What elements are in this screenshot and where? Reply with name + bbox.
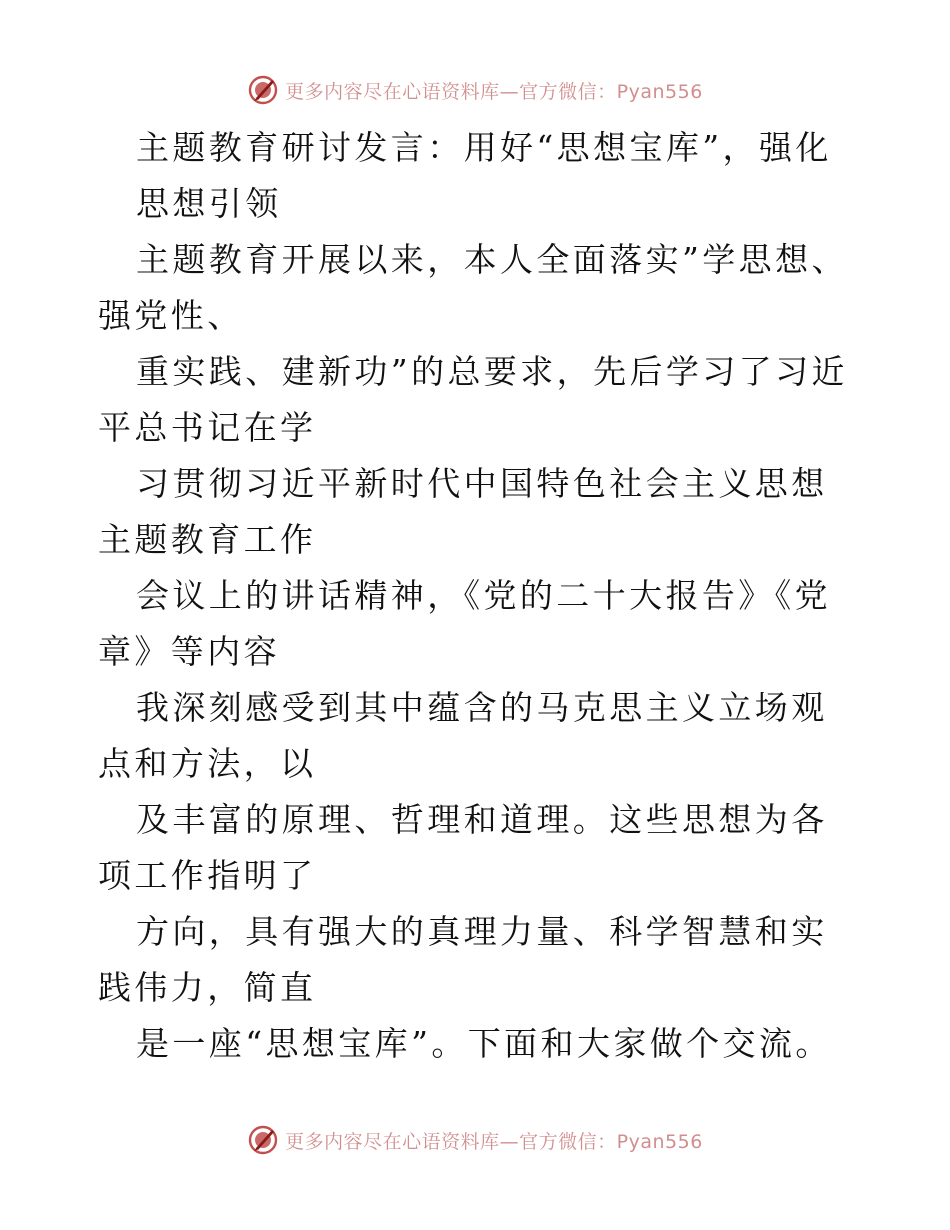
paragraph: 方向，具有强大的真理力量、科学智慧和实践伟力，简直: [98, 912, 828, 1007]
footer-watermark: [0, 1124, 950, 1156]
document-title-continued: 思想引领: [136, 184, 282, 223]
paragraph: 会议上的讲话精神，《党的二十大报告》《党章》等内容: [98, 576, 831, 671]
paragraph: 及丰富的原理、哲理和道理。这些思想为各项工作指明了: [98, 800, 828, 895]
header-watermark: [0, 74, 950, 106]
quill-seal-icon: [247, 74, 279, 106]
paragraph: 是一座“思想宝库”。下面和大家做个交流。: [136, 1024, 832, 1063]
paragraph: 我深刻感受到其中蕴含的马克思主义立场观点和方法，以: [98, 688, 828, 783]
paragraph: 主题教育开展以来，本人全面落实”学思想、强党性、: [98, 240, 848, 335]
paragraph: 习贯彻习近平新时代中国特色社会主义思想主题教育工作: [98, 464, 828, 559]
watermark-text: 更多内容尽在心语资料库—官方微信：Pyan556: [285, 1130, 703, 1153]
document-body: [98, 120, 858, 1072]
document-title: 主题教育研讨发言：用好“思想宝库”，强化: [136, 128, 832, 167]
watermark-text: 更多内容尽在心语资料库—官方微信：Pyan556: [285, 80, 703, 103]
quill-seal-icon: [247, 1124, 279, 1156]
paragraph: 重实践、建新功”的总要求，先后学习了习近平总书记在学: [98, 352, 848, 447]
